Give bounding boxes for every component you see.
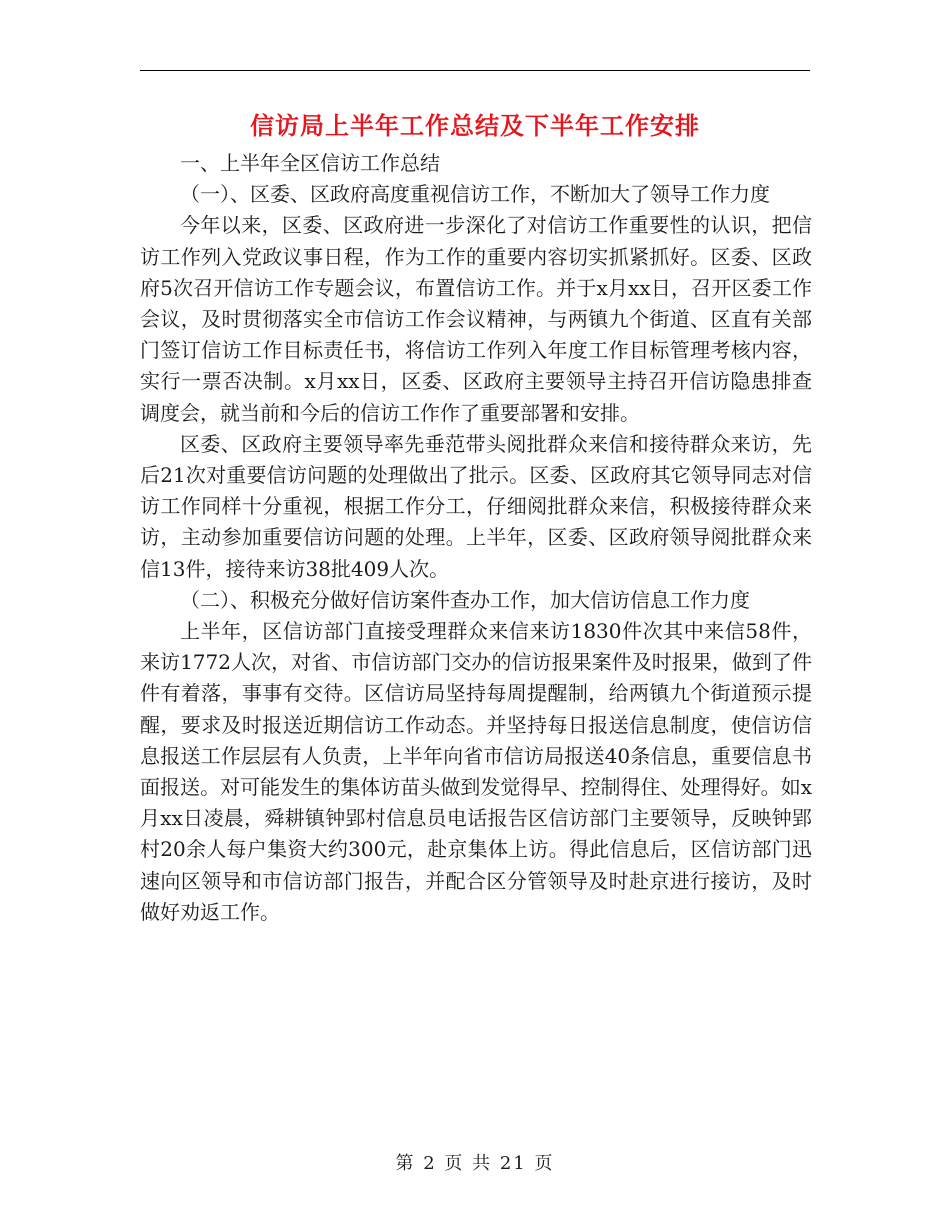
document-body (140, 148, 812, 928)
body-paragraph: 上半年，区信访部门直接受理群众来信来访1830件次其中来信58件，来访1772人次，对省、市信访部门交办的信访报果案件及时报果，做到了件件有着落，事事有交待。区信访局坚持每周提醒制，给两镇九个街道预示提醒，要求及时报送近期信访工作动态。并坚持每日报送信息制度，使信访信息报送工作层层有人负责，上半年向省市信访局报送40条信息，重要信息书面报送。对可能发生的集体访苗头做到发觉得早、控制得住、处理得好。如x月xx日凌晨，舜耕镇钟郢村信息员电话报告区信访部门主要领导，反映钟郢村20余人每户集资大约300元，赴京集体上访。得此信息后，区信访部门迅速向区领导和市信访部门报告，并配合区分管领导及时赴京进行接访，及时做好劝返工作。 (140, 619, 812, 924)
section-heading-1: 一、上半年全区信访工作总结 (180, 151, 440, 175)
body-paragraph: 区委、区政府主要领导率先垂范带头阅批群众来信和接待群众来访，先后21次对重要信访问题的处理做出了批示。区委、区政府其它领导同志对信访工作同样十分重视，根据工作分工，仔细阅批群众来信，积极接待群众来访，主动参加重要信访问题的处理。上半年，区委、区政府领导阅批群众来信13件，接待来访38批409人次。 (140, 431, 812, 581)
subsection-heading-1: （一）、区委、区政府高度重视信访工作，不断加大了领导工作力度 (180, 182, 770, 207)
subsection-heading-2: （二）、积极充分做好信访案件查办工作，加大信访信息工作力度 (180, 587, 750, 612)
header-rule (140, 70, 810, 71)
document-title: 信访局上半年工作总结及下半年工作安排 (250, 111, 700, 140)
body-paragraph: 今年以来，区委、区政府进一步深化了对信访工作重要性的认识，把信访工作列入党政议事日程，作为工作的重要内容切实抓紧抓好。区委、区政府5次召开信访工作专题会议，布置信访工作。并于x月xx日，召开区委工作会议，及时贯彻落实全市信访工作会议精神，与两镇九个街道、区直有关部门签订信访工作目标责任书，将信访工作列入年度工作目标管理考核内容，实行一票否决制。x月xx日，区委、区政府主要领导主持召开信访隐患排查调度会，就当前和今后的信访工作作了重要部署和安排。 (140, 213, 812, 425)
page-number-footer: 第 2 页 共 21 页 (395, 1153, 555, 1174)
